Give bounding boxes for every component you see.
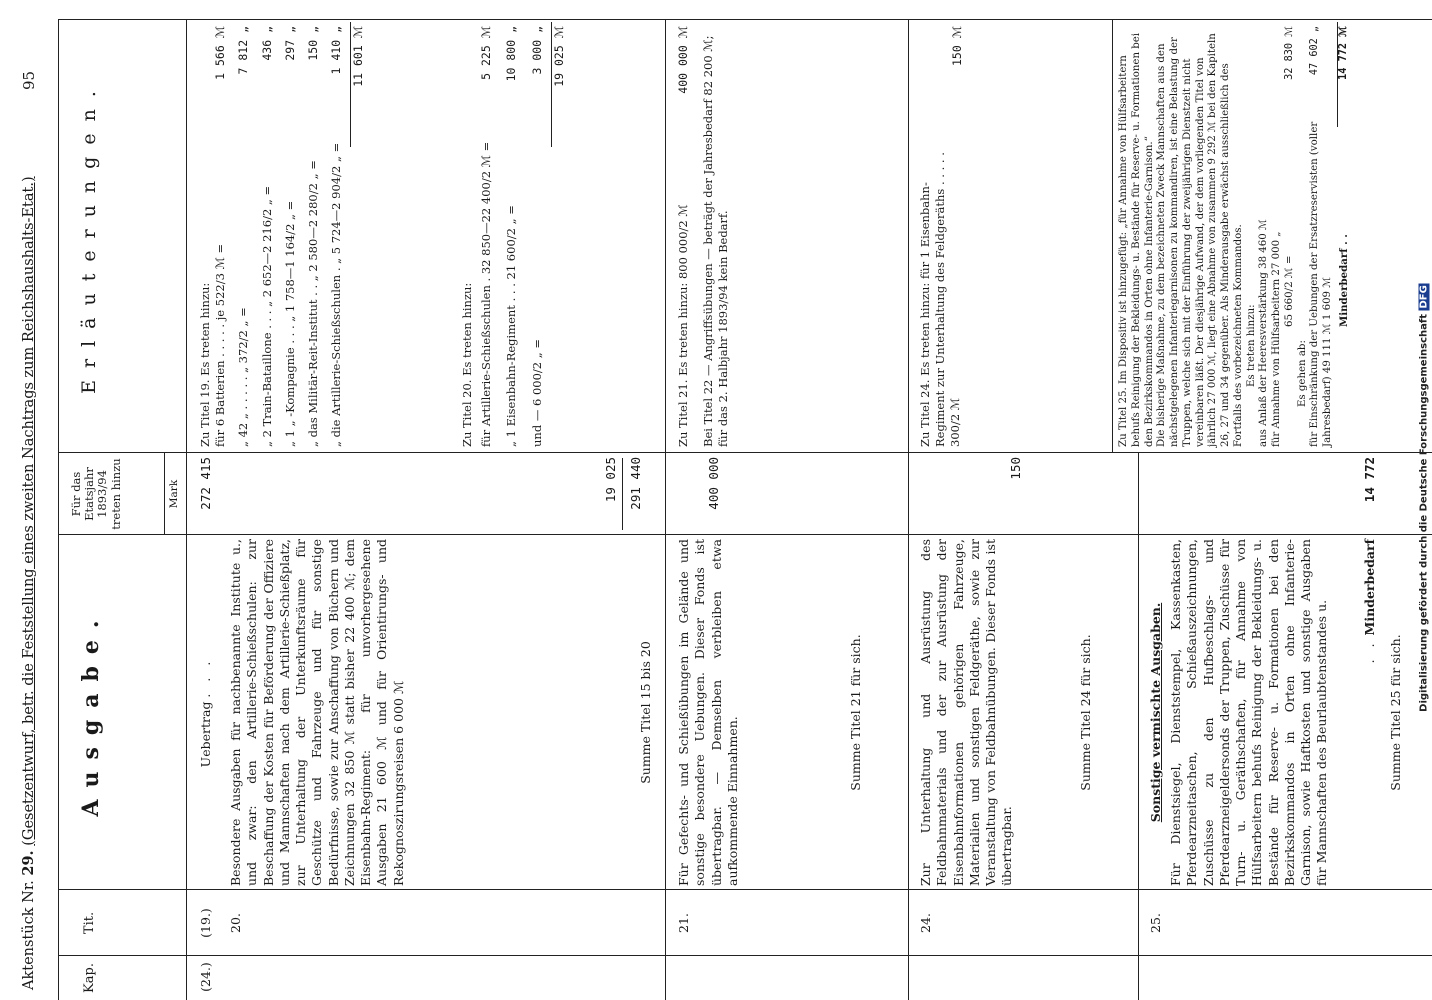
erl-19-line-value: 150 „ bbox=[305, 26, 320, 61]
erl-19-line-value: 7 812 „ bbox=[236, 26, 251, 75]
erl-19-line bbox=[236, 22, 251, 447]
erl-25-line2: für Annahme von Hülfsarbeitern 27 000 „ bbox=[1271, 231, 1282, 447]
col-header-amount: Für das Etatsjahr 1893/94 treten hinzu bbox=[69, 458, 123, 530]
col-header-kap: Kap. bbox=[82, 963, 97, 993]
col-divider-tit bbox=[58, 889, 1432, 890]
erl-19-line-text: für 6 Batterien . . . . . je 522/3 ℳ = bbox=[213, 243, 228, 447]
header-prefix: Aktenstück Nr. bbox=[21, 880, 37, 990]
table-top-rule bbox=[58, 20, 59, 1000]
erl-21-intro: Zu Titel 21. Es treten hinzu: 800 000/2 ℳ bbox=[676, 204, 690, 447]
erl-24-value: 150 ℳ bbox=[949, 26, 964, 66]
row-24-amount: 150 bbox=[1008, 457, 1023, 480]
erl-20-line bbox=[479, 22, 494, 447]
erl-titel-19 bbox=[198, 22, 366, 447]
erl-19-line bbox=[283, 22, 298, 447]
erl-25-minder bbox=[1338, 22, 1351, 447]
erl-19-line bbox=[306, 22, 321, 447]
erl-25-body: Die bisherige Maßnahme, zu dem bezeichneten Zweck Mannschaften aus den nächstgelegenen Infanteriegarnisonen zu kommandiren, ist eine Belastung der Truppen, welche sich mit der Einführung der zweijährigen Dienstzeit nicht vereinbaren läßt. Der diesjährige Aufwand, der dem vorliegenden Titel von jährlich 27 000 ℳ, liegt eine Abnahme von zusammen 9 292 ℳ bei den Kapiteln 26, 27 und 34 gegenüber. Als Minderausgabe erwächst ausschließlich des Fortfalls des vorbezeichneten Kommandos. bbox=[1156, 33, 1244, 447]
leader-dots: . . bbox=[1362, 639, 1377, 664]
col-header-unit: Mark bbox=[168, 479, 180, 509]
erl-20-line-value: 3 000 „ bbox=[529, 26, 544, 75]
row-25-summe-label: Summe Titel 25 für sich. bbox=[1388, 634, 1403, 791]
table-right-rule bbox=[58, 19, 1432, 20]
erl-25-hinzu: Es treten hinzu: bbox=[1245, 304, 1257, 387]
erl-25-ab: Es gehen ab: bbox=[1296, 340, 1308, 407]
erl-25-minder-value: 14 772 ℳ bbox=[1337, 26, 1349, 80]
erl-19-line bbox=[329, 22, 344, 447]
row-25-amount: 14 772 bbox=[1362, 457, 1377, 503]
erl-25-sum1-value: 32 830 ℳ bbox=[1283, 26, 1295, 80]
erl-20-line-value: 5 225 ℳ bbox=[479, 26, 494, 80]
erl-19-line-text: „ 1 „ -Kompagnie . . . „ 1 758—1 164/2 „ = bbox=[282, 200, 297, 447]
mark-sum-rule bbox=[622, 458, 623, 530]
row-rule-25 bbox=[1138, 453, 1139, 1000]
erl-21-value: 400 000 ℳ bbox=[676, 26, 690, 94]
row-uebertrag-kap: (24.) bbox=[198, 962, 213, 992]
row-25-heading: Sonstige vermischte Ausgaben. bbox=[1148, 602, 1163, 823]
erl-19-line-value: 436 „ bbox=[259, 26, 274, 61]
erl-19-line-text: „ das Militär-Reit-Institut . . „ 2 580—2 280/2 „ = bbox=[305, 160, 320, 447]
erl-19-intro: Zu Titel 19. Es treten hinzu: bbox=[198, 282, 212, 447]
row-20-amount: 19 025 bbox=[603, 457, 618, 503]
row-rule-24 bbox=[908, 20, 909, 1000]
erl-25-sum1-text: 65 660/2 ℳ = bbox=[1283, 255, 1295, 327]
mark-unit-rule bbox=[164, 453, 165, 535]
erl-20-total: 19 025 ℳ bbox=[551, 26, 566, 87]
erl-25-line3 bbox=[1309, 22, 1335, 447]
uebertrag-text: Uebertrag bbox=[198, 701, 213, 768]
row-rule-25-erl bbox=[1112, 20, 1113, 453]
erl-19-line-text: „ 42 „ . . . . . „ 372/2 „ = bbox=[236, 307, 251, 447]
erl-20-line bbox=[504, 22, 519, 447]
erl-titel-25 bbox=[1118, 22, 1351, 447]
row-20-summe: 291 440 bbox=[628, 457, 643, 510]
header-title: (Gesetzentwurf, betr. die Feststellung eines zweiten Nachtrags zum Reichshaushalts-Etat.) bbox=[21, 176, 37, 846]
row-24-summe-label: Summe Titel 24 für sich. bbox=[1078, 634, 1093, 791]
erl-21-line bbox=[676, 22, 691, 447]
erl-19-line bbox=[260, 22, 275, 447]
erl-20-line bbox=[530, 22, 545, 447]
erl-19-total: 11 601 ℳ bbox=[351, 26, 366, 87]
erl-titel-24 bbox=[918, 22, 965, 447]
page-number: 95 bbox=[20, 70, 38, 90]
erl-25-line3-value: 47 602 „ bbox=[1309, 26, 1321, 76]
erl-20-line-text: „ 1 Eisenbahn-Regiment . . . 21 600/2 „ = bbox=[504, 205, 519, 447]
erl-20-line-text: und — 6 000/2 „ = bbox=[529, 338, 544, 447]
erl-24-intro: Zu Titel 24. Es treten hinzu: für 1 Eisenbahn-Regiment zur Unterhaltung des Feldgeräths . . . . . 300/2 ℳ bbox=[918, 152, 963, 447]
row-20-text: Besondere Ausgaben für nachbenannte Institute u., und zwar: den Artillerie-Schießschulen: zur Beschaffung der Kosten für Beförderung der Offiziere und Mannschaften nach dem Artillerie-Schießplatz, zur Unterhaltung der Unterkunftsräume für Geschütze und Fahrzeuge und für sonstige Bedürfnisse, sowie zur Anschaffung von Büchern und Zeichnungen 32 850 ℳ statt bisher 22 400 ℳ; dem Eisenbahn-Regiment: für unvorhergesehene Ausgaben 21 600 ℳ und für Orientirungs- und Rekognoszirungsreisen 6 000 ℳ bbox=[228, 539, 406, 886]
col-divider-kap bbox=[58, 955, 1432, 956]
erl-25-intro: Zu Titel 25. Im Dispositiv ist hinzugefügt: „für Annahme von Hülfsarbeitern behufs Reinigung der Bekleidungs- u. Bestände für Reserve- u. Formationen bei den Bezirkskommandos in Orten ohne Infanterie-Garnison.“ bbox=[1118, 32, 1155, 447]
page-header bbox=[20, 150, 38, 990]
erl-19-line-value: 1 410 „ bbox=[329, 26, 344, 75]
row-20-tit: 20. bbox=[228, 913, 243, 933]
erl-25-minder-text: Minderbedarf . . bbox=[1337, 234, 1350, 327]
erl-19-line-text: „ 2 Train-Bataillone . . . „ 2 652—2 216/2 „ = bbox=[259, 185, 274, 447]
erl-21-note: Bei Titel 22 — Angriffsübungen — beträgt der Jahresbedarf 82 200 ℳ; für das 2. Halbjahr 1893/94 kein Bedarf. bbox=[701, 35, 731, 447]
row-24-tit: 24. bbox=[918, 913, 933, 933]
erl-20-line-text: für Artillerie-Schießschulen . 32 850—22 400/2 ℳ = bbox=[479, 141, 494, 447]
erl-titel-20 bbox=[460, 22, 567, 447]
header-doc-no: 29. bbox=[20, 850, 37, 876]
col-divider-ausgabe bbox=[58, 534, 1432, 535]
watermark-label: Digitalisierung gefördert durch die Deutsche Forschungsgemeinschaft bbox=[1418, 313, 1430, 712]
row-21-tit: 21. bbox=[676, 913, 691, 933]
erl-20-line-value: 10 800 „ bbox=[504, 26, 519, 82]
erl-25-line3-text: für Einschränkung der Uebungen der Ersatzreservisten (voller Jahresbedarf) 49 111 ℳ 1 609 ℳ bbox=[1309, 121, 1333, 447]
row-25-tit: 25. bbox=[1148, 913, 1163, 933]
row-21-summe-label: Summe Titel 21 für sich. bbox=[848, 634, 863, 791]
row-uebertrag-amount: 272 415 bbox=[198, 457, 213, 510]
col-divider-mark bbox=[58, 452, 1432, 453]
erl-20-intro: Zu Titel 20. Es treten hinzu: bbox=[460, 282, 474, 447]
erl-19-line-value: 1 566 ℳ bbox=[213, 26, 228, 80]
dfg-logo: DFG bbox=[1418, 285, 1430, 309]
erl-25-line1: aus Anlaß der Heeresverstärkung 38 460 ℳ bbox=[1258, 219, 1270, 447]
erl-19-line-value: 297 „ bbox=[282, 26, 297, 61]
row-rule-21 bbox=[665, 20, 666, 1000]
erl-19-line-text: „ die Artillerie-Schießschulen . „ 5 724—2 904/2 „ = bbox=[329, 142, 344, 447]
erl-25-sum1 bbox=[1284, 22, 1297, 447]
leader-dots: . . . bbox=[198, 657, 213, 698]
row-21-text: Für Gefechts- und Schießübungen im Gelände und sonstige besondere Uebungen. Dieser Fonds ist übertragbar. — Demselben verbleiben etwa aufkommende Einnahmen. bbox=[676, 539, 740, 886]
row-21-amount: 400 000 bbox=[706, 457, 721, 510]
col-header-erlaeuterungen: Erläuterungen. bbox=[78, 79, 100, 394]
header-bottom-rule bbox=[186, 20, 187, 1000]
erl-19-line bbox=[213, 22, 228, 447]
erl-titel-21 bbox=[676, 22, 732, 447]
row-20-summe-label: Summe Titel 15 bis 20 bbox=[638, 641, 653, 784]
row-25-minder-label: Minderbedarf bbox=[1362, 539, 1377, 636]
row-uebertrag-tit: (19.) bbox=[198, 908, 213, 938]
col-header-ausgabe: Ausgabe. bbox=[78, 608, 104, 817]
row-uebertrag-label bbox=[198, 539, 214, 886]
row-25-text: Für Dienstsiegel, Dienststempel, Kassenkasten, Pferdearzneitaschen, Schießauszeichnungen, Zuschüsse zu den Hufbeschlags- und Pferdearzneigeldersonds der Truppen, Zuschüsse für Turn- u. Geräthschaften, für Annahme von Hülfsarbeitern behufs Reinigung der Bekleidungs- u. Bestände für Reserve- u. Formationen bei den Bezirkskommandos in Orten ohne Infanterie-Garnison, sowie Haftkosten und sonstige Ausgaben für Mannschaften des Beurlaubtenstandes u. bbox=[1168, 539, 1330, 886]
col-header-tit: Tit. bbox=[82, 911, 97, 935]
row-25-minder bbox=[1362, 539, 1378, 886]
row-24-text: Zur Unterhaltung und Ausrüstung des Feldbahnmaterials und der zur Ausrüstung der Eisenbahnformationen gehörigen Fahrzeuge, Materialien und sonstigen Feldgeräthe, sowie zur Veranstaltung von Feldbahnübungen. Dieser Fonds ist übertragbar. bbox=[918, 539, 1015, 886]
